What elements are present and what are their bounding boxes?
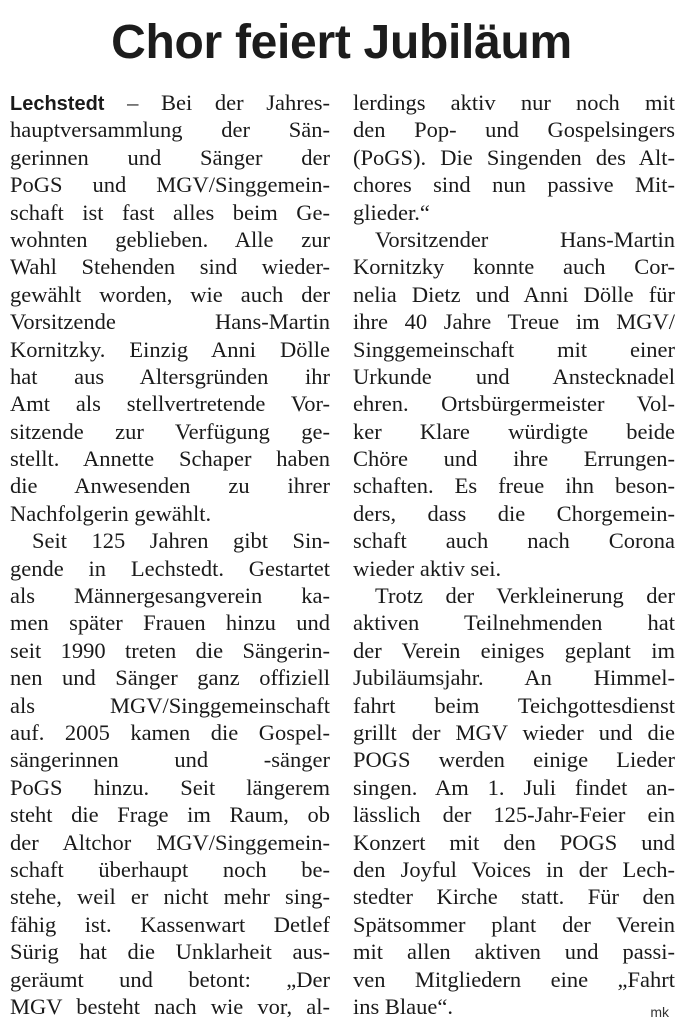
article-line: Amt als stellvertretende Vor- bbox=[10, 391, 330, 417]
article-line: lässlich der 125-Jahr-Feier ein bbox=[353, 802, 675, 828]
article-line: Vorsitzende Hans-Martin bbox=[10, 309, 330, 335]
author-initials: mk bbox=[650, 1003, 669, 1020]
article-line: Singgemeinschaft mit einer bbox=[353, 336, 675, 362]
article-line: mit allen aktiven und passi- bbox=[353, 939, 675, 965]
article-line: seit 1990 treten die Sängerin- bbox=[10, 637, 330, 663]
article-line: Chöre und ihre Errungen- bbox=[353, 446, 675, 472]
article-line: Trotz der Verkleinerung der bbox=[375, 583, 675, 609]
article-line: PoGS hinzu. Seit längerem bbox=[10, 774, 330, 800]
article-line: Vorsitzender Hans-Martin bbox=[375, 226, 675, 252]
article-line: glieder.“ bbox=[353, 199, 430, 225]
article-column-left bbox=[10, 89, 330, 1020]
dateline: Lechstedt bbox=[10, 93, 105, 115]
article-line: steht die Frage im Raum, ob bbox=[10, 802, 330, 828]
article-line: singen. Am 1. Juli findet an- bbox=[353, 774, 675, 800]
article-line: als MGV/Singgemeinschaft bbox=[10, 692, 330, 718]
article-column-right bbox=[353, 89, 675, 1020]
article-line: POGS werden einige Lieder bbox=[353, 747, 675, 773]
article-line: aktiven Teilnehmenden hat bbox=[353, 610, 675, 636]
article-line: grillt der MGV wieder und die bbox=[353, 719, 675, 745]
article-line: den Pop- und Gospelsingers bbox=[353, 117, 675, 143]
article-line: ker Klare würdigte beide bbox=[353, 418, 675, 444]
article-line: nen und Sänger ganz offiziell bbox=[10, 665, 330, 691]
article-line: gende in Lechstedt. Gestartet bbox=[10, 555, 330, 581]
headline: Chor feiert Jubiläum bbox=[111, 16, 572, 69]
article-line: Seit 125 Jahren gibt Sin- bbox=[32, 528, 330, 554]
article-line: sängerinnen und -sänger bbox=[10, 747, 330, 773]
article-line: der Verein einiges geplant im bbox=[353, 637, 675, 663]
article-line: schaften. Es freue ihn beson- bbox=[353, 473, 675, 499]
article-line: ders, dass die Chorgemein- bbox=[353, 500, 675, 526]
article-line: stehe, weil er nicht mehr sing- bbox=[10, 884, 330, 910]
article-line: Kornitzky konnte auch Cor- bbox=[353, 254, 675, 280]
article-line: sitzende zur Verfügung ge- bbox=[10, 418, 330, 444]
article-line: Jubiläumsjahr. An Himmel- bbox=[353, 665, 675, 691]
article-line: die Anwesenden zu ihrer bbox=[10, 473, 330, 499]
article-line: stellt. Annette Schaper haben bbox=[10, 446, 330, 472]
article-line: men später Frauen hinzu und bbox=[10, 610, 330, 636]
article-line: ehren. Ortsbürgermeister Vol- bbox=[353, 391, 675, 417]
article-line: schaft überhaupt noch be- bbox=[10, 856, 330, 882]
article-line: chores sind nun passive Mit- bbox=[353, 172, 675, 198]
article-line: Sürig hat die Unklarheit aus- bbox=[10, 939, 330, 965]
article-line: gewählt worden, wie auch der bbox=[10, 281, 330, 307]
article-line: ihre 40 Jahre Treue im MGV/ bbox=[353, 309, 675, 335]
article-line: ins Blaue“. mk bbox=[353, 993, 675, 1020]
article-line: PoGS und MGV/Singgemein- bbox=[10, 172, 330, 198]
article-line: Nachfolgerin gewählt. bbox=[10, 500, 212, 526]
article-line: auf. 2005 kamen die Gospel- bbox=[10, 719, 330, 745]
article-line: gerinnen und Sänger der bbox=[10, 144, 330, 170]
article-line: MGV besteht nach wie vor, al- bbox=[10, 993, 330, 1019]
article-line: stedter Kirche statt. Für den bbox=[353, 884, 675, 910]
article-line: Kornitzky. Einzig Anni Dölle bbox=[10, 336, 330, 362]
article-line: als Männergesangverein ka- bbox=[10, 583, 330, 609]
article-line: hat aus Altersgründen ihr bbox=[10, 363, 330, 389]
article-line: fähig ist. Kassenwart Detlef bbox=[10, 911, 330, 937]
article-line: Wahl Stehenden sind wieder- bbox=[10, 254, 330, 280]
article-line: lerdings aktiv nur noch mit bbox=[353, 90, 675, 115]
article-line: fahrt beim Teichgottesdienst bbox=[353, 692, 675, 718]
article-line: nelia Dietz und Anni Dölle für bbox=[353, 281, 675, 307]
article-line: der Altchor MGV/Singgemein- bbox=[10, 829, 330, 855]
article-line: Urkunde und Anstecknadel bbox=[353, 363, 675, 389]
article-line: Konzert mit den POGS und bbox=[353, 829, 675, 855]
article-line: Spätsommer plant der Verein bbox=[353, 911, 675, 937]
article-line: den Joyful Voices in der Lech- bbox=[353, 856, 675, 882]
article-line: (PoGS). Die Singenden des Alt- bbox=[353, 144, 675, 170]
article-line: wieder aktiv sei. bbox=[353, 555, 502, 581]
article-line: Lechstedt – Bei der Jahres- bbox=[10, 90, 330, 115]
article-line: schaft ist fast alles beim Ge- bbox=[10, 199, 330, 225]
article-line: schaft auch nach Corona bbox=[353, 528, 675, 554]
article-line: geräumt und betont: „Der bbox=[10, 966, 330, 992]
article-line: ven Mitgliedern eine „Fahrt bbox=[353, 966, 675, 992]
article-line: hauptversammlung der Sän- bbox=[10, 117, 330, 143]
article-line: wohnten geblieben. Alle zur bbox=[10, 226, 330, 252]
